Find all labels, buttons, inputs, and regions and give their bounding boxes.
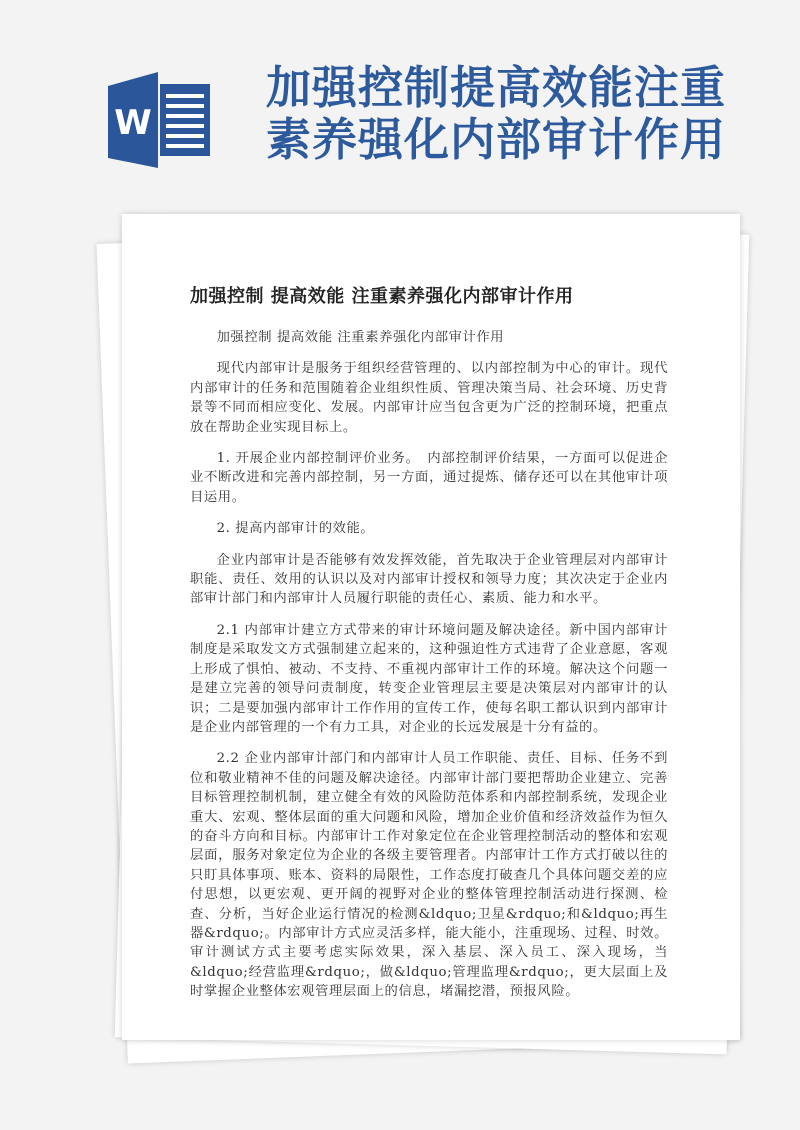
paragraph-subtitle: 加强控制 提高效能 注重素养强化内部审计作用 xyxy=(216,330,505,345)
header-title xyxy=(266,62,736,166)
paragraph: 1. 开展企业内部控制评价业务。 内部控制评价结果，一方面可以促进企业不断改进和完善内部控制，另一方面，通过提炼、储存还可以在其他审计项目运用。 xyxy=(190,451,668,505)
document-body xyxy=(190,328,668,1014)
header-title-line-2: 素养强化内部审计作用 xyxy=(266,113,727,166)
paragraph-heading: 2. 提高内部审计的效能。 xyxy=(216,521,375,537)
word-logo-icon xyxy=(108,72,220,168)
document-page xyxy=(122,214,740,1040)
header-title-line-1: 加强控制提高效能注重 xyxy=(266,61,727,114)
logo-letter: W xyxy=(114,103,152,143)
document-title: 加强控制 提高效能 注重素养强化内部审计作用 xyxy=(190,286,574,307)
paragraph: 企业内部审计是否能够有效发挥效能，首先取决于企业管理层对内部审计职能、责任、效用的认识以及对内部审计授权和领导力度；其次决定于企业内部审计部门和内部审计人员履行职能的责任心、素质、能力和水平。 xyxy=(190,552,668,607)
paragraph: 2.1 内部审计建立方式带来的审计环境问题及解决途径。新中国内部审计制度是采取发文方式强制建立起来的，这种强迫性方式违背了企业意愿，客观上形成了惧怕、被动、不支持、不重视内部审计工作的环境。解决这个问题一是建立完善的领导问责制度，转变企业管理层主要是决策层对内部审计的认识；二是要加强内部审计工作作用的宣传工作，使每名职工都认识到内部审计是企业内部管理的一个有力工具，对企业的长远发展是十分有益的。 xyxy=(190,622,668,735)
paragraph: 现代内部审计是服务于组织经营管理的、以内部控制为中心的审计。现代内部审计的任务和范围随着企业组织性质、管理决策当局、社会环境、历史背景等不同而相应变化、发展。内部审计应当包含更为广泛的控制环境，把重点放在帮助企业实现目标上。 xyxy=(190,361,668,435)
paragraph: 2.2 企业内部审计部门和内部审计人员工作职能、责任、目标、任务不到位和敬业精神不佳的问题及解决途径。内部审计部门要把帮助企业建立、完善目标管理控制机制，建立健全有效的风险防范体系和内部控制系统，发现企业重大、宏观、整体层面的重大问题和风险，增加企业价值和经济效益作为恒久的奋斗方向和目标。内部审计工作对象定位在企业管理控制活动的整体和宏观层面，服务对象定位为企业的各级主要管理者。内部审计工作方式打破以往的只盯具体事项、账本、资料的局限性，工作态度打破查几个具体问题交差的应付思想，以更宏观、更开阔的视野对企业的整体管理控制活动进行探测、检查、分析，当好企业运行情况的检测&ldquo;卫星&rdquo;和&ldquo;再生器&rdquo;。内部审计方式应灵活多样，能大能小，注重现场、过程、时效。审计测试方式主要考虑实际效果，深入基层、深入员工、深入现场，当&ldquo;经营监理&rdquo;，做&ldquo;管理监理&rdquo;，更大层面上及时掌握企业整体宏观管理层面上的信息，堵漏挖潜，预报风险。 xyxy=(190,751,668,1000)
